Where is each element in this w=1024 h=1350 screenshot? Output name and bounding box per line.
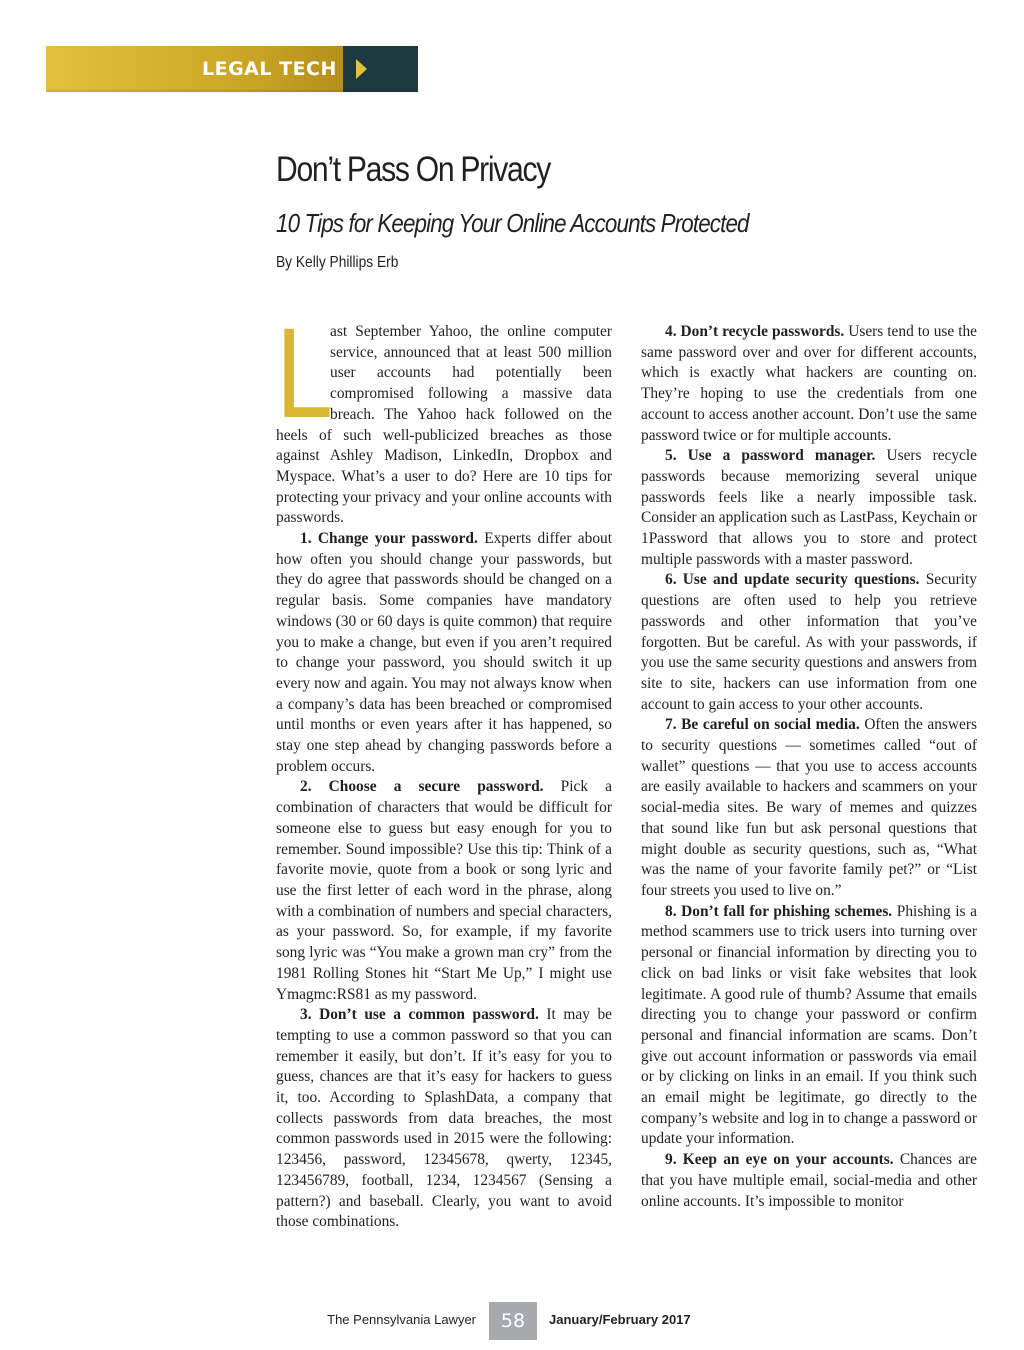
banner-dark-block <box>343 46 418 92</box>
tip-body: Users tend to use the same password over and over for different accounts, which is exactly what hackers are counting on. They’re hoping to use the credentials from one account to access another account. Don’t use the same password twice or for multiple accounts. <box>641 323 978 444</box>
tip-paragraph <box>641 446 977 570</box>
tip-paragraph <box>276 1005 612 1233</box>
tip-heading: 4. Don’t recycle passwords. <box>665 323 845 340</box>
tip-paragraph <box>641 715 977 901</box>
tip-body: It may be tempting to use a common password so that you can remember it easily, but don’t. If it’s easy for you to guess, chances are that it’s easy for hackers to guess it, too. According to SplashData, a company that collects passwords from data breaches, the most common passwords used in 2015 were the following: 123456, password, 12345678, qwerty, 12345, 123456789, football, 1234, 1234567 (Sensing a pattern?) and baseball. Clearly, you want to avoid those combinations. <box>276 1006 613 1231</box>
column-right <box>641 322 977 1212</box>
tip-heading: 2. Choose a secure password. <box>300 778 544 796</box>
page-number: 58 <box>489 1302 537 1340</box>
tip-paragraph <box>276 529 612 777</box>
drop-cap: L <box>276 302 333 445</box>
publication-name: The Pennsylvania Lawyer <box>327 1312 476 1327</box>
tip-body: Pick a combination of characters that would be difficult for someone else to guess but easy enough for you to remember. Sound impossible? Use this tip: Think of a favorite movie, quote from a book or song lyric and use the first letter of each word in the phrase, along with a combination of numbers and special characters, as your password. So, for example, if my favorite song lyric was “You make a grown man cry” from the 1981 Rolling Stones hit “Start Me Up,” I might use Ymagmc:RS81 as my password. <box>276 778 612 1003</box>
section-label: LEGAL TECH <box>202 58 337 80</box>
article-byline: By Kelly Phillips Erb <box>276 254 399 271</box>
tip-body: Phishing is a method scammers use to trick users into turning over personal or financial information by directing you to click on bad links or visit fake websites that look legitimate. A good rule of thumb? Assume that emails directing you to change your password or confirm personal and financial information are scams. Don’t give out account information or passwords via email or by clicking on links in an email. If you think such an email might be legitimate, go directly to the company’s website and log in to change a password or update your information. <box>641 902 977 1148</box>
intro-text: ast September Yahoo, the online computer service, announced that at least 500 million user accounts had potentially been compromised following a massive data breach. The Yahoo hack followed on the heels of such well-publicized breaches as those against Ashley Madison, LinkedIn, Dropbox and Myspace. What’s a user to do? Here are 10 tips for protecting your privacy and your online accounts with passwords. <box>276 323 612 527</box>
tip-paragraph <box>641 902 977 1150</box>
tip-heading: 9. Keep an eye on your accounts. <box>665 1151 894 1169</box>
banner-shadow <box>46 90 418 94</box>
tip-paragraph <box>641 570 977 715</box>
tip-body: Often the answers to security questions — sometimes called “out of wallet” questions — that you use to access accounts are easily available to hackers and scammers on your social-media sites. Be wary of memes and quizzes that sound like fun but ask personal questions that might double as security questions, such as, “What was the name of your favorite family pet?” or “List four streets you used to live on.” <box>641 716 977 899</box>
play-triangle-icon <box>356 59 367 79</box>
column-left <box>276 302 613 1233</box>
page-footer <box>0 1300 1024 1340</box>
article-subtitle: 10 Tips for Keeping Your Online Accounts Protected <box>276 208 749 238</box>
tip-paragraph <box>641 1150 977 1212</box>
banner-gold-bar <box>46 46 343 92</box>
tip-body: Experts differ about how often you should change your passwords, but they do agree that passwords should be changed on a regular basis. Some companies have mandatory windows (30 or 60 days is quite common) that require you to make a change, but even if you aren’t required to change your password, you should switch it up every now and again. You may not always know when a company’s data has been breached or compromised until months or even years after it has happened, so stay one step ahead by changing passwords before a problem occurs. <box>276 530 613 775</box>
article-title: Don’t Pass On Privacy <box>276 150 551 189</box>
tip-heading: 3. Don’t use a common password. <box>300 1006 539 1024</box>
tip-body: Security questions are often used to help you retrieve passwords and other information that you’ve forgotten. But be careful. As with your passwords, if you use the same security questions and answers from site to site, hackers can use information from one account to gain access to your other accounts. <box>641 571 977 713</box>
section-banner <box>46 46 418 92</box>
tip-heading: 6. Use and update security questions. <box>665 571 920 589</box>
tip-heading: 5. Use a password manager. <box>665 447 876 465</box>
intro-paragraph <box>276 302 612 529</box>
tip-heading: 8. Don’t fall for phishing schemes. <box>665 902 893 920</box>
tip-heading: 1. Change your password. <box>300 530 478 548</box>
tip-paragraph <box>641 322 977 446</box>
tip-body: Chances are that you have multiple email, social-media and other online accounts. It’s impossible to monitor <box>641 1151 978 1210</box>
tip-heading: 7. Be careful on social media. <box>665 716 860 734</box>
tip-body: Users recycle passwords because memorizing several unique passwords feels like a nearly impossible task. Consider an application such as LastPass, Keychain or 1Password that allows you to store and protect multiple passwords with a master password. <box>641 447 977 568</box>
tip-paragraph <box>276 777 612 1005</box>
issue-date: January/February 2017 <box>549 1312 691 1327</box>
